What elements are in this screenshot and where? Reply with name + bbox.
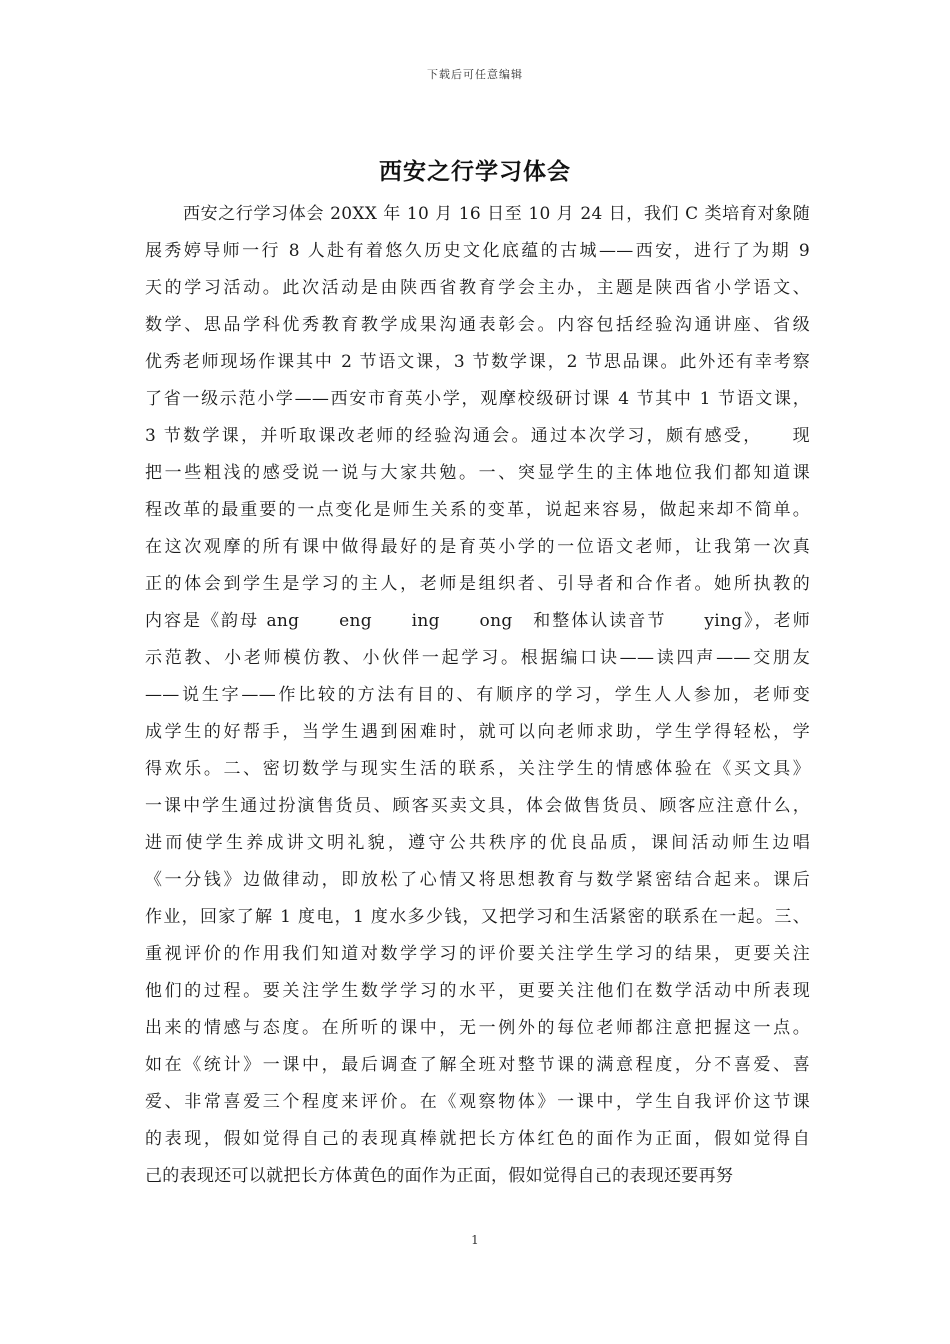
body-line: 数学、思品学科优秀教育教学成果沟通表彰会。内容包括经验沟通讲座、省级 (145, 315, 810, 335)
body-line: 出来的情感与态度。在所听的课中，无一例外的每位老师都注意把握这一点。 (145, 1018, 810, 1038)
body-line: 示范教、小老师模仿教、小伙伴一起学习。根据编口诀——读四声——交朋友 (145, 648, 810, 668)
body-line: 正的体会到学生是学习的主人，老师是组织者、引导者和合作者。她所执教的 (145, 574, 810, 594)
body-line: 3 节数学课，并听取课改老师的经验沟通会。通过本次学习，颇有感受， 现 (145, 426, 810, 446)
body-line: 内容是《韵母 ang eng ing ong 和整体认读音节 ying》，老师 (145, 611, 810, 631)
body-line: 重视评价的作用我们知道对数学学习的评价要关注学生学习的结果，更要关注 (145, 944, 810, 964)
body-line: 程改革的最重要的一点变化是师生关系的变革，说起来容易，做起来却不简单。 (145, 500, 810, 520)
body-line: 西安之行学习体会 20XX 年 10 月 16 日至 10 月 24 日，我们 C 类培育对象随 (183, 204, 810, 224)
body-line: 优秀老师现场作课其中 2 节语文课，3 节数学课，2 节思品课。此外还有幸考察 (145, 352, 810, 372)
page-header: 下载后可任意编辑 (427, 68, 523, 81)
body-line: 了省一级示范小学——西安市育英小学，观摩校级研讨课 4 节其中 1 节语文课， (145, 389, 810, 409)
body-line: 一课中学生通过扮演售货员、顾客买卖文具，体会做售货员、顾客应注意什么， (145, 796, 810, 816)
body-line: 天的学习活动。此次活动是由陕西省教育学会主办，主题是陕西省小学语文、 (145, 278, 810, 298)
body-line: 展秀婷导师一行 8 人赴有着悠久历史文化底蕴的古城——西安，进行了为期 9 (145, 241, 810, 261)
document-body (145, 200, 810, 1199)
page-number: 1 (471, 1233, 479, 1247)
body-line: 《一分钱》边做律动，即放松了心情又将思想教育与数学紧密结合起来。课后 (145, 870, 810, 890)
body-line: 的表现，假如觉得自己的表现真棒就把长方体红色的面作为正面，假如觉得自 (145, 1129, 810, 1149)
body-line: 进而使学生养成讲文明礼貌，遵守公共秩序的优良品质，课间活动师生边唱 (145, 833, 810, 853)
body-line: 作业，回家了解 1 度电，1 度水多少钱，又把学习和生活紧密的联系在一起。三、 (145, 907, 810, 927)
body-line: 得欢乐。二、密切数学与现实生活的联系，关注学生的情感体验在《买文具》 (145, 759, 810, 779)
body-line: 己的表现还可以就把长方体黄色的面作为正面，假如觉得自己的表现还要再努 (145, 1166, 734, 1186)
document-title: 西安之行学习体会 (379, 158, 571, 185)
body-line: 爱、非常喜爱三个程度来评价。在《观察物体》一课中，学生自我评价这节课 (145, 1092, 810, 1112)
body-line: ——说生字——作比较的方法有目的、有顺序的学习，学生人人参加，老师变 (145, 685, 810, 705)
body-line: 在这次观摩的所有课中做得最好的是育英小学的一位语文老师，让我第一次真 (145, 537, 810, 557)
body-line: 他们的过程。要关注学生数学学习的水平，更要关注他们在数学活动中所表现 (145, 981, 810, 1001)
body-line: 把一些粗浅的感受说一说与大家共勉。一、突显学生的主体地位我们都知道课 (145, 463, 810, 483)
body-line: 成学生的好帮手，当学生遇到困难时，就可以向老师求助，学生学得轻松，学 (145, 722, 810, 742)
body-line: 如在《统计》一课中，最后调查了解全班对整节课的满意程度，分不喜爱、喜 (145, 1055, 810, 1075)
